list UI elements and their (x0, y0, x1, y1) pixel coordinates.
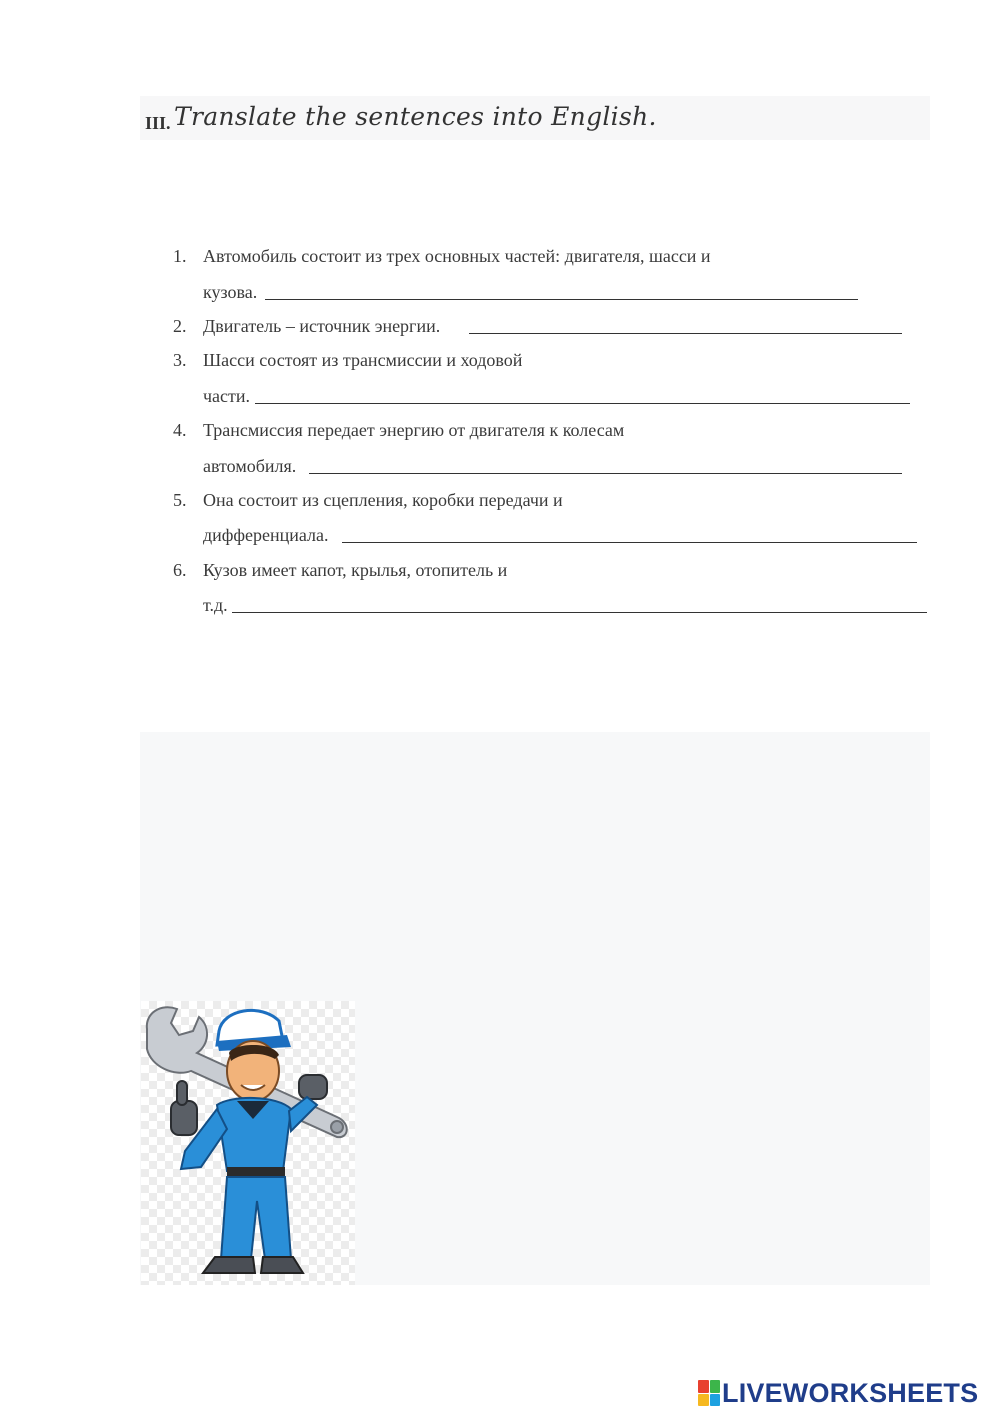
logo-square (698, 1380, 709, 1393)
logo-square (698, 1394, 709, 1407)
sentence-text: Трансмиссия передает энергию от двигателя к колесам (203, 420, 625, 440)
sentence-number: 6. (173, 560, 187, 580)
sentence-text: т.д. (203, 595, 228, 615)
sentence-text: Кузов имеет капот, крылья, отопитель и (203, 560, 508, 580)
answer-blank[interactable] (342, 542, 917, 543)
sentence-text: части. (203, 386, 251, 406)
sentence-number: 1. (173, 246, 187, 266)
exercise-title: Translate the sentences into English. (174, 102, 657, 131)
mechanic-illustration (141, 1001, 355, 1285)
sentence-text: кузова. (203, 282, 258, 302)
sentence-text: автомобиля. (203, 456, 297, 476)
sentence-text: Автомобиль состоит из трех основных частей: двигателя, шасси и (203, 246, 711, 266)
exercise-number: III. (145, 113, 171, 133)
sentence-number: 2. (173, 316, 187, 336)
sentence-text: дифференциала. (203, 525, 329, 545)
logo-square (710, 1394, 721, 1407)
brand-name: LIVEWORKSHEETS (722, 1377, 979, 1408)
answer-blank[interactable] (309, 473, 902, 474)
sentence-text: Она состоит из сцепления, коробки передачи и (203, 490, 563, 510)
sentence-number: 4. (173, 420, 187, 440)
exercise-heading (140, 96, 930, 140)
sentence-number: 3. (173, 350, 187, 370)
answer-blank[interactable] (232, 612, 927, 613)
mechanic-with-wrench-icon (141, 1001, 355, 1285)
logo-mark-icon (698, 1380, 720, 1406)
sentence-number: 5. (173, 490, 187, 510)
answer-blank[interactable] (255, 403, 910, 404)
answer-blank[interactable] (265, 299, 858, 300)
sentence-text: Шасси состоят из трансмиссии и ходовой (203, 350, 523, 370)
answer-blank[interactable] (469, 333, 902, 334)
liveworksheets-logo (698, 1378, 978, 1408)
logo-square (710, 1380, 721, 1393)
sentence-text: Двигатель – источник энергии. (203, 316, 441, 336)
